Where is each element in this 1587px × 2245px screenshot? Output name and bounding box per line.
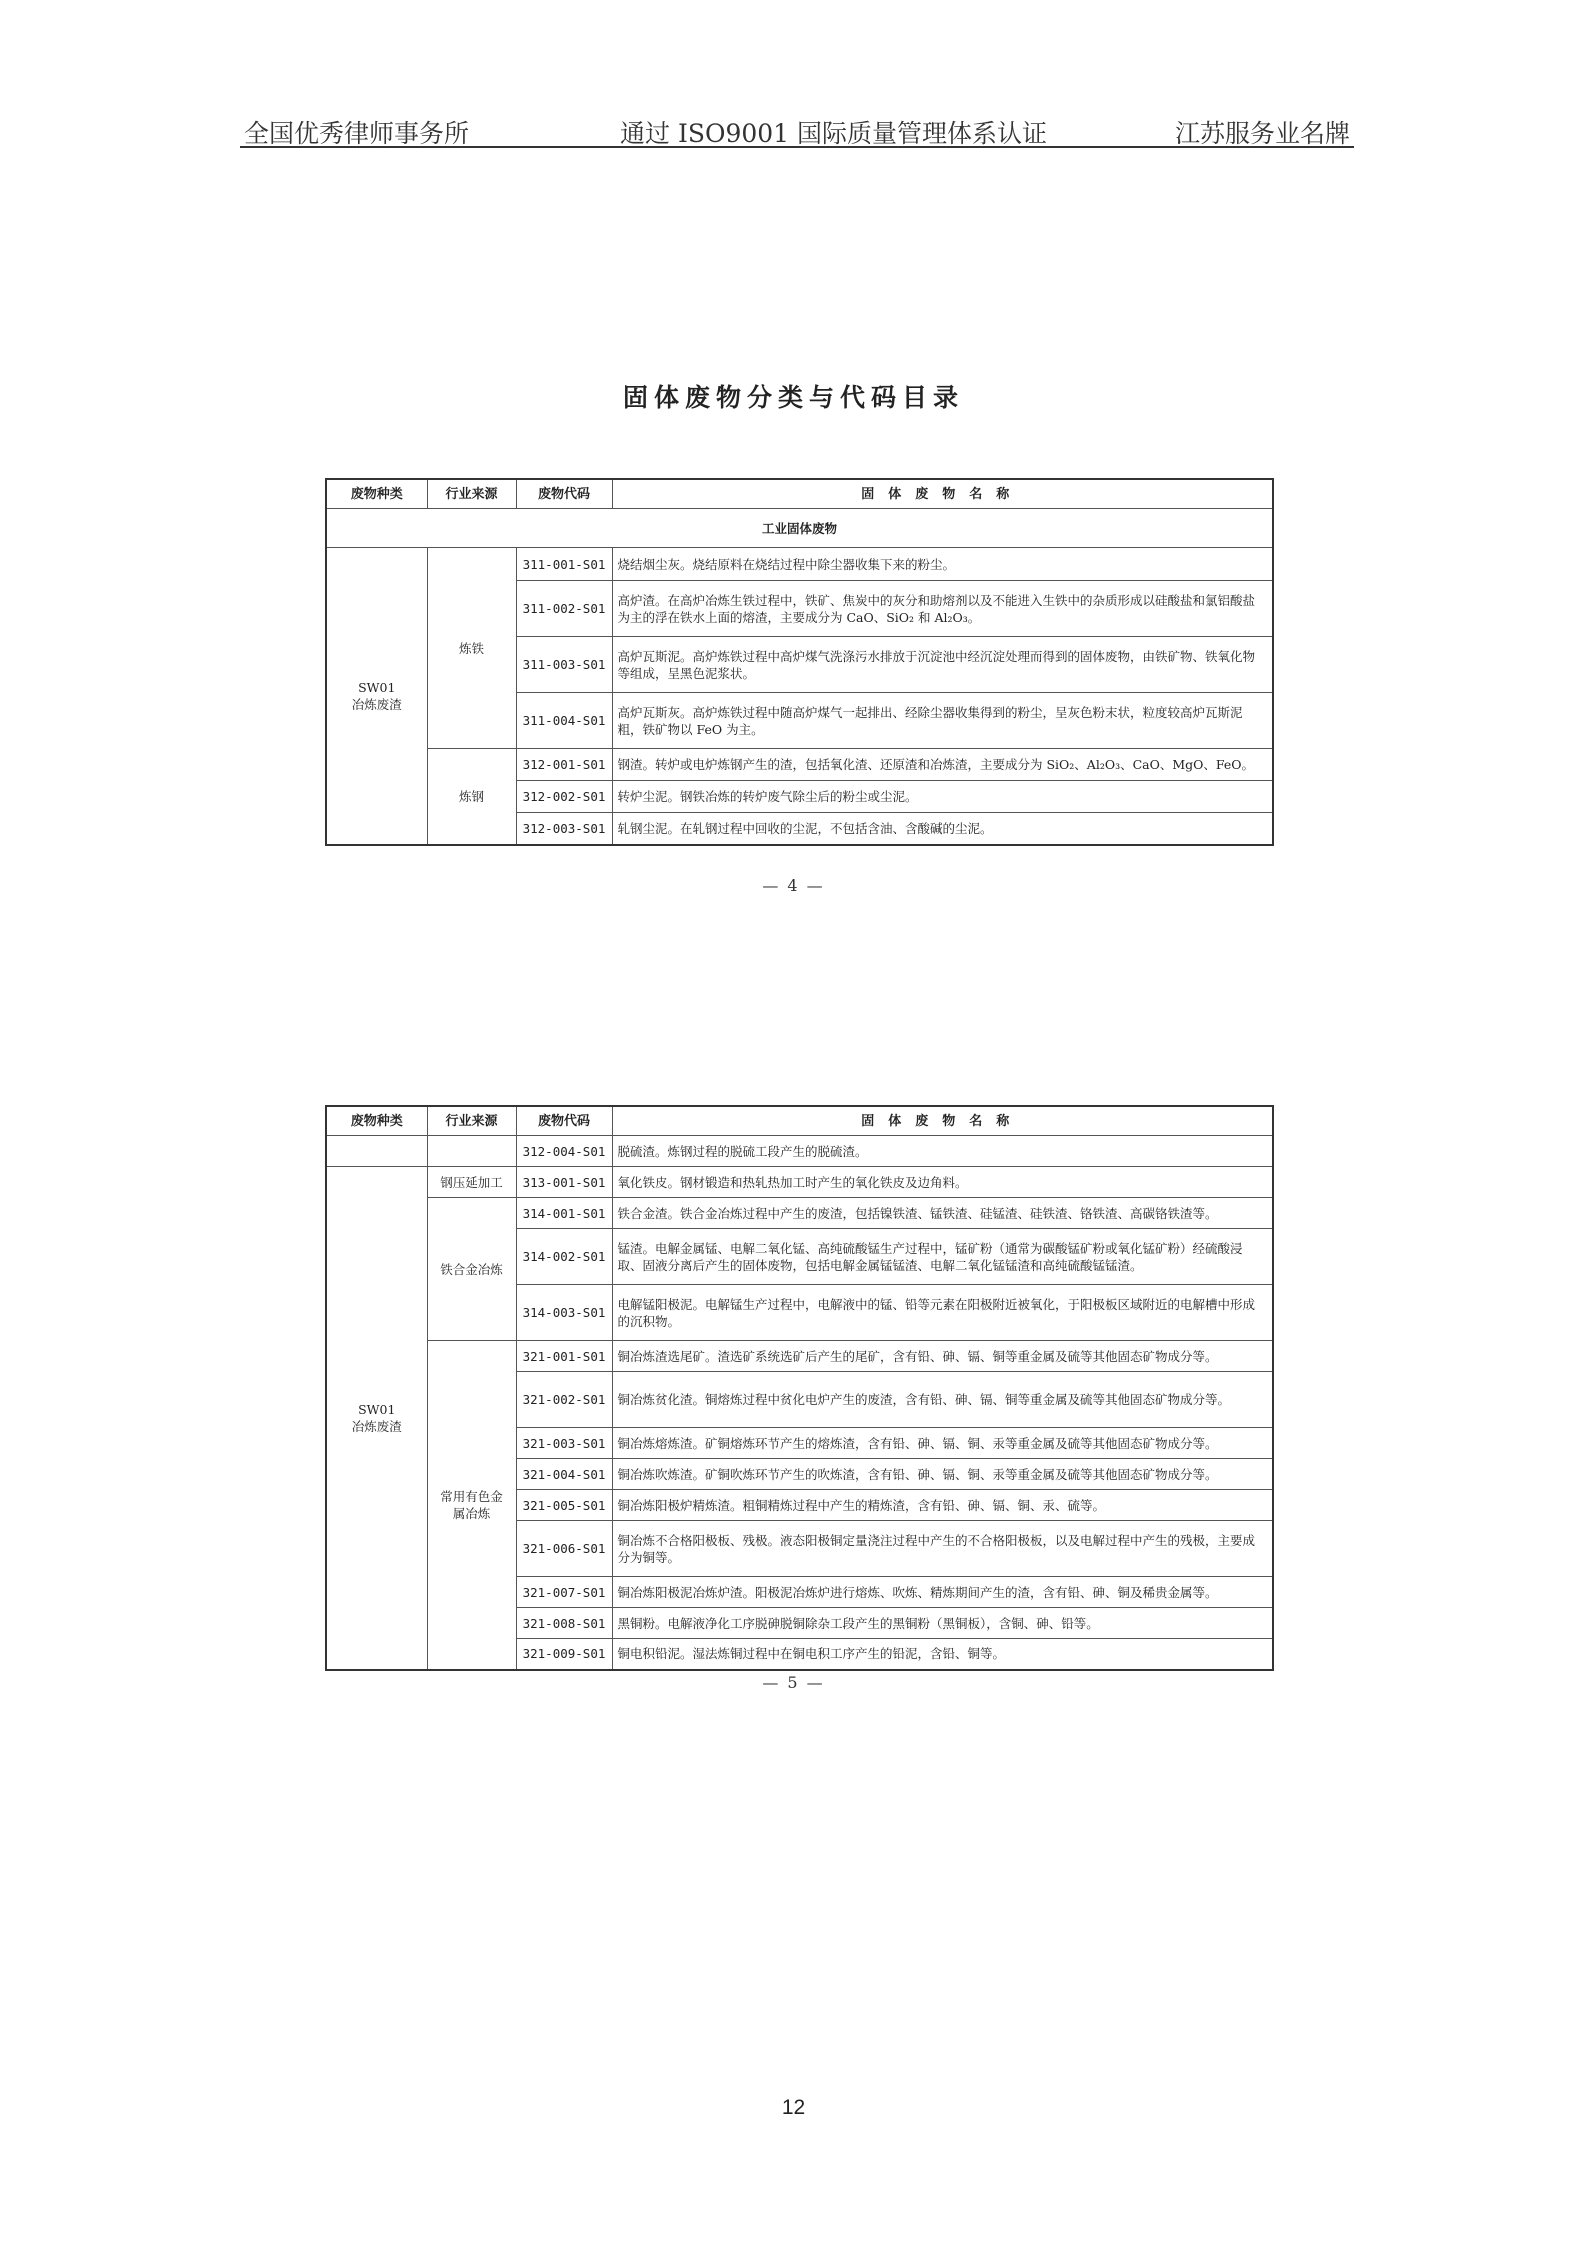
desc-cell: 高炉瓦斯泥。高炉炼铁过程中高炉煤气洗涤污水排放于沉淀池中经沉淀处理而得到的固体废物，由铁矿物、铁氧化物等组成，呈黑色泥浆状。	[612, 637, 1273, 693]
source-cell	[427, 1341, 516, 1670]
col-category: 废物种类	[326, 479, 427, 509]
code-cell: 314-002-S01	[516, 1229, 612, 1285]
desc-cell: 氧化铁皮。钢材锻造和热轧热加工时产生的氧化铁皮及边角料。	[612, 1167, 1273, 1198]
page-header	[240, 108, 1354, 148]
category-cell: SW01 冶炼废渣	[326, 548, 427, 845]
code-cell: 311-003-S01	[516, 637, 612, 693]
table-header-row	[326, 1106, 1273, 1136]
header-center-text: 通过 ISO9001 国际质量管理体系认证	[620, 119, 1048, 148]
col-source: 行业来源	[427, 1106, 516, 1136]
page-number-5: — 5 —	[762, 1673, 825, 1692]
waste-table-2	[325, 1105, 1274, 1671]
code-cell: 321-009-S01	[516, 1639, 612, 1670]
header-left-text: 全国优秀律师事务所	[244, 119, 470, 148]
code-cell: 314-003-S01	[516, 1285, 612, 1341]
code-cell: 311-002-S01	[516, 581, 612, 637]
source-cell: 铁合金冶炼	[427, 1198, 516, 1341]
desc-cell: 轧钢尘泥。在轧钢过程中回收的尘泥，不包括含油、含酸碱的尘泥。	[612, 813, 1273, 845]
document-title: 固体废物分类与代码目录	[622, 383, 964, 412]
col-name: 固体废物名称	[612, 479, 1273, 509]
table-row	[326, 1167, 1273, 1198]
table-header-row	[326, 479, 1273, 509]
desc-cell: 铜冶炼阳极泥冶炼炉渣。阳极泥冶炼炉进行熔炼、吹炼、精炼期间产生的渣，含有铅、砷、铜及稀贵金属等。	[612, 1577, 1273, 1608]
category-cell: SW01 冶炼废渣	[326, 1167, 427, 1670]
col-name: 固体废物名称	[612, 1106, 1273, 1136]
code-cell: 313-001-S01	[516, 1167, 612, 1198]
source-nonferrous-label: 常用有色金属冶炼	[440, 1488, 503, 1521]
desc-cell: 烧结烟尘灰。烧结原料在烧结过程中除尘器收集下来的粉尘。	[612, 548, 1273, 581]
desc-cell: 铜冶炼阳极炉精炼渣。粗铜精炼过程中产生的精炼渣，含有铅、砷、镉、铜、汞、硫等。	[612, 1490, 1273, 1521]
desc-cell: 黑铜粉。电解液净化工序脱砷脱铜除杂工段产生的黑铜粉（黑铜板），含铜、砷、铅等。	[612, 1608, 1273, 1639]
desc-cell: 铜冶炼不合格阳极板、残极。液态阳极铜定量浇注过程中产生的不合格阳极板，以及电解过程中产生的残极，主要成分为铜等。	[612, 1521, 1273, 1577]
table-row	[326, 1341, 1273, 1372]
code-cell: 321-005-S01	[516, 1490, 612, 1521]
code-cell: 314-001-S01	[516, 1198, 612, 1229]
col-source: 行业来源	[427, 479, 516, 509]
table-row	[326, 1136, 1273, 1167]
source-cell: 炼铁	[427, 548, 516, 749]
desc-cell: 锰渣。电解金属锰、电解二氧化锰、高纯硫酸锰生产过程中，锰矿粉（通常为碳酸锰矿粉或氧化锰矿粉）经硫酸浸取、固液分离后产生的固体废物，包括电解金属锰锰渣、电解二氧化锰锰渣和高纯硫酸锰锰渣。	[612, 1229, 1273, 1285]
section-title: 工业固体废物	[326, 509, 1273, 548]
table-row	[326, 548, 1273, 581]
col-category: 废物种类	[326, 1106, 427, 1136]
source-cell: 炼钢	[427, 749, 516, 845]
desc-cell: 铁合金渣。铁合金冶炼过程中产生的废渣，包括镍铁渣、锰铁渣、硅锰渣、硅铁渣、铬铁渣、高碳铬铁渣等。	[612, 1198, 1273, 1229]
col-code: 废物代码	[516, 1106, 612, 1136]
code-cell: 312-003-S01	[516, 813, 612, 845]
col-code: 废物代码	[516, 479, 612, 509]
section-row	[326, 509, 1273, 548]
desc-cell: 高炉渣。在高炉冶炼生铁过程中，铁矿、焦炭中的灰分和助熔剂以及不能进入生铁中的杂质形成以硅酸盐和氯铝酸盐为主的浮在铁水上面的熔渣，主要成分为 CaO、SiO₂ 和 Al₂O₃。	[612, 581, 1273, 637]
code-cell: 321-003-S01	[516, 1428, 612, 1459]
desc-cell: 钢渣。转炉或电炉炼钢产生的渣，包括氧化渣、还原渣和冶炼渣，主要成分为 SiO₂、Al₂O₃、CaO、MgO、FeO。	[612, 749, 1273, 781]
desc-cell: 高炉瓦斯灰。高炉炼铁过程中随高炉煤气一起排出、经除尘器收集得到的粉尘，呈灰色粉末状，粒度较高炉瓦斯泥粗，铁矿物以 FeO 为主。	[612, 693, 1273, 749]
table-row	[326, 1198, 1273, 1229]
code-cell: 321-007-S01	[516, 1577, 612, 1608]
code-cell: 312-004-S01	[516, 1136, 612, 1167]
desc-cell: 铜冶炼渣选尾矿。渣选矿系统选矿后产生的尾矿，含有铅、砷、镉、铜等重金属及硫等其他固态矿物成分等。	[612, 1341, 1273, 1372]
desc-cell: 铜冶炼熔炼渣。矿铜熔炼环节产生的熔炼渣，含有铅、砷、镉、铜、汞等重金属及硫等其他固态矿物成分等。	[612, 1428, 1273, 1459]
code-cell: 321-008-S01	[516, 1608, 612, 1639]
desc-cell: 铜电积铅泥。湿法炼铜过程中在铜电积工序产生的铅泥，含铅、铜等。	[612, 1639, 1273, 1670]
code-cell: 312-002-S01	[516, 781, 612, 813]
desc-cell: 铜冶炼吹炼渣。矿铜吹炼环节产生的吹炼渣，含有铅、砷、镉、铜、汞等重金属及硫等其他固态矿物成分等。	[612, 1459, 1273, 1490]
waste-table-1	[325, 478, 1274, 846]
code-cell: 321-002-S01	[516, 1372, 612, 1428]
code-cell: 321-006-S01	[516, 1521, 612, 1577]
code-cell: 312-001-S01	[516, 749, 612, 781]
desc-cell: 电解锰阳极泥。电解锰生产过程中，电解液中的锰、铅等元素在阳极附近被氧化，于阳极板区域附近的电解槽中形成的沉积物。	[612, 1285, 1273, 1341]
code-cell: 311-004-S01	[516, 693, 612, 749]
code-cell: 311-001-S01	[516, 548, 612, 581]
category-cell-empty	[326, 1136, 427, 1167]
code-cell: 321-001-S01	[516, 1341, 612, 1372]
footer-page-number: 12	[781, 2096, 806, 2119]
source-cell: 钢压延加工	[427, 1167, 516, 1198]
desc-cell: 脱硫渣。炼钢过程的脱硫工段产生的脱硫渣。	[612, 1136, 1273, 1167]
source-cell-empty	[427, 1136, 516, 1167]
desc-cell: 转炉尘泥。钢铁冶炼的转炉废气除尘后的粉尘或尘泥。	[612, 781, 1273, 813]
header-right-text: 江苏服务业名牌	[1174, 119, 1350, 148]
page-number-4: — 4 —	[762, 876, 825, 895]
code-cell: 321-004-S01	[516, 1459, 612, 1490]
table-row	[326, 749, 1273, 781]
desc-cell: 铜冶炼贫化渣。铜熔炼过程中贫化电炉产生的废渣，含有铅、砷、镉、铜等重金属及硫等其他固态矿物成分等。	[612, 1372, 1273, 1428]
